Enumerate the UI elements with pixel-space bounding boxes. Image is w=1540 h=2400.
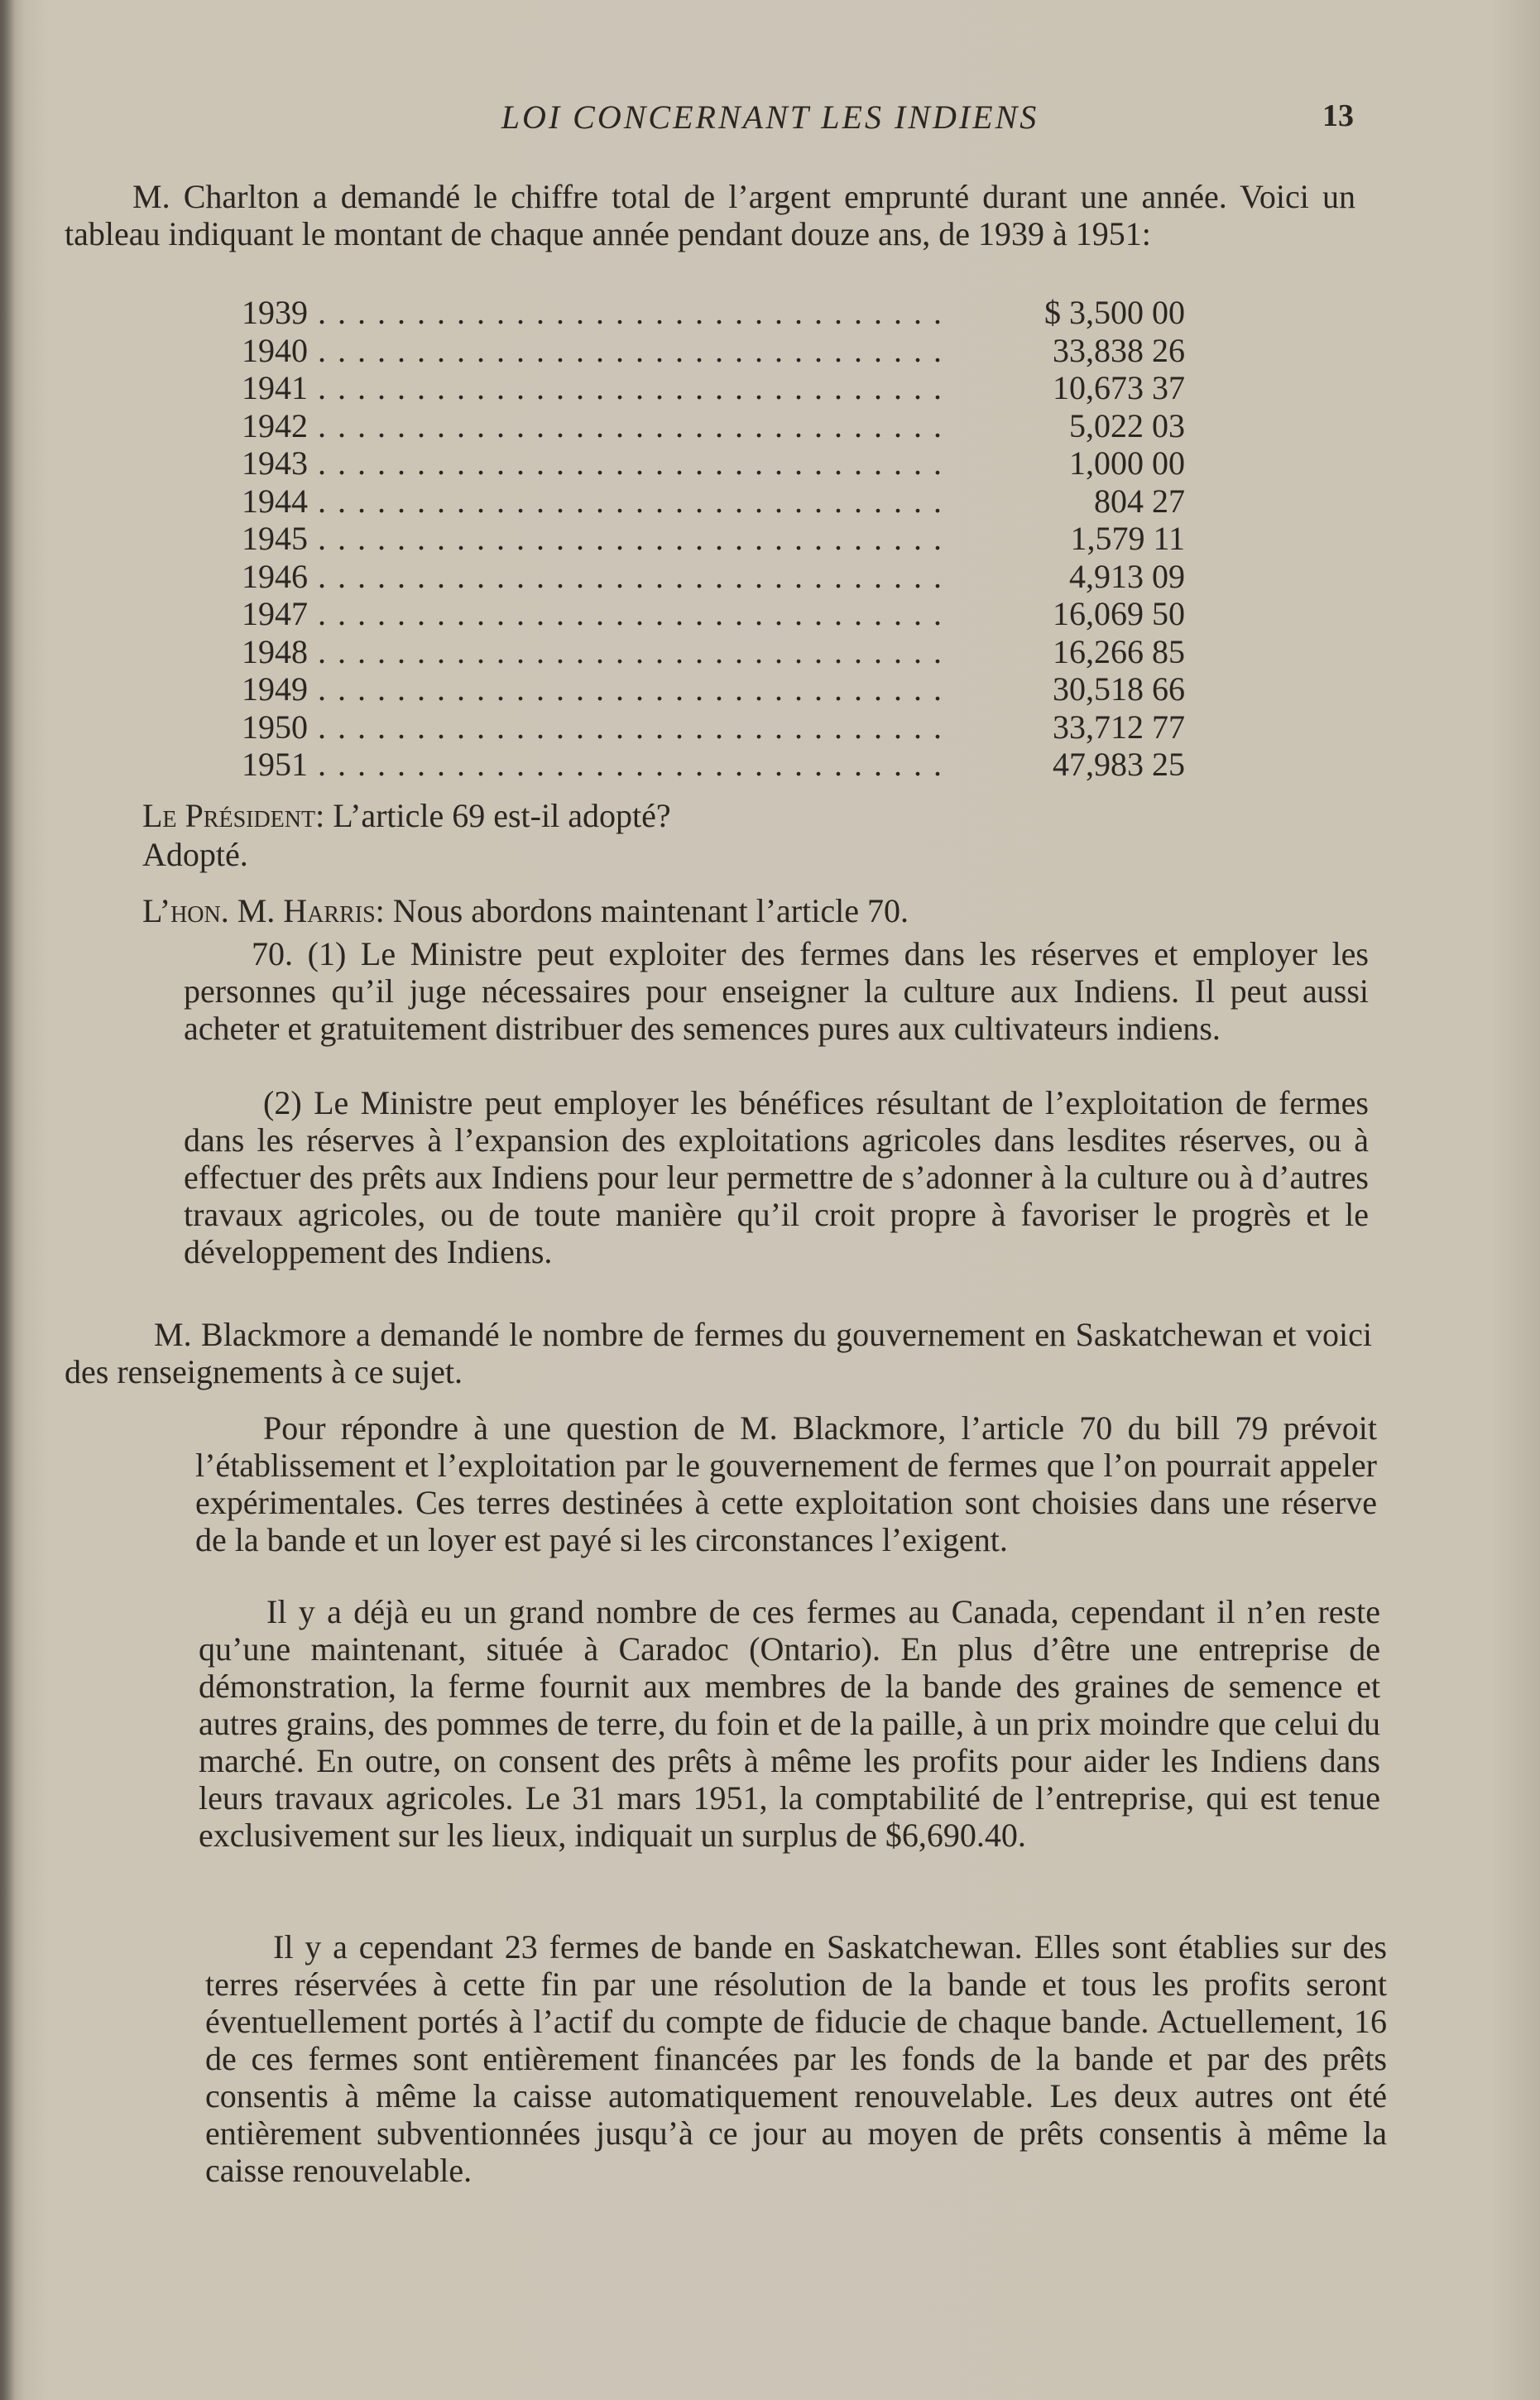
table-amount: 804 27 [1094,482,1185,520]
table-row [242,558,1185,596]
table-row [242,332,1185,370]
table-year: 1947 . . . [242,595,947,633]
speaker-name: L’hon. M. Harris: [142,892,385,929]
table-year: 1946 . . . [242,558,947,596]
table-amount: 16,069 50 [1053,595,1185,632]
blackmore-intro-paragraph: M. Blackmore a demandé le nombre de fermes du gouvernement en Saskatchewan et voici des renseignements à ce sujet. [65,1316,1372,1390]
table-year: 1950 . . . [242,708,947,746]
article-70-subsection-1: 70. (1) Le Ministre peut exploiter des fermes dans les réserves et employer les personnes qu’il juge nécessaires pour enseigner la culture aux Indiens. Il peut aussi acheter et gratuitement distribuer des semences pures aux cultivateurs indiens. [184,935,1369,1047]
table-amount: 1,000 00 [1069,444,1185,482]
table-amount: 16,266 85 [1053,632,1185,670]
harris-line [142,892,1359,929]
table-amount: 5,022 03 [1069,406,1185,444]
table-row [242,407,1185,445]
speech-text: Nous abordons maintenant l’article 70. [392,892,909,929]
table-row [242,482,1185,521]
spine-shadow [0,0,15,2400]
table-year: 1951 . . . [242,746,947,784]
table-amount: 30,518 66 [1053,670,1185,708]
table-amount: 4,913 09 [1069,557,1185,595]
table-amount: 1,579 11 [1070,520,1185,557]
page-number: 13 [1322,98,1354,133]
intro-paragraph: M. Charlton a demandé le chiffre total de l’argent emprunté durant une année. Voici un tableau indiquant le montant de chaque année pendant douze ans, de 1939 à 1951: [65,178,1355,252]
table-row [242,633,1185,671]
table-row [242,708,1185,746]
table-amount: 33,838 26 [1053,331,1185,369]
table-row [242,369,1185,407]
running-header: LOI CONCERNANT LES INDIENS [501,98,1039,136]
adopted-line: Adopté. [142,836,248,873]
reply-paragraph-2: Il y a déjà eu un grand nombre de ces fermes au Canada, cependant il n’en reste qu’une maintenant, située à Caradoc (Ontario). En plus d’être une entreprise de démonstration, la ferme fournit aux membres de la bande des graines de semence et autres grains, des pommes de terre, du foin et de la paille, à un prix moindre que celui du marché. En outre, on consent des prêts à même les profits pour aider les Indiens dans leurs travaux agricoles. Le 31 mars 1951, la comptabilité de l’entreprise, qui est tenue exclusivement sur les lieux, indiquait un surplus de $6,690.40. [199,1593,1380,1854]
table-amount: $ 3,500 00 [1044,294,1185,331]
table-year: 1944 . . . [242,482,947,521]
table-row [242,520,1185,558]
table-year: 1940 . . . [242,332,947,370]
reply-paragraph-1: Pour répondre à une question de M. Blackmore, l’article 70 du bill 79 prévoit l’établissement et l’exploitation par le gouvernement de fermes que l’on pourrait appeler expérimentales. Ces terres destinées à cette exploitation sont choisies dans une réserve de la bande et un loyer est payé si les circonstances l’exigent. [195,1409,1377,1558]
table-year: 1943 . . . [242,444,947,482]
loan-table [242,294,1185,784]
table-year: 1948 . . . [242,633,947,671]
table-row [242,444,1185,482]
table-year: 1942 . . . [242,407,947,445]
table-amount: 33,712 77 [1053,708,1185,746]
table-row [242,670,1185,708]
article-70-subsection-2: (2) Le Ministre peut employer les bénéfices résultant de l’exploitation de fermes dans les réserves à l’expansion des exploitations agricoles dans lesdites réserves, ou à effectuer des prêts aux Indiens pour leur permettre de s’adonner à la culture ou à d’autres travaux agricoles, ou de toute manière qu’il croit propre à favoriser le progrès et le développement des Indiens. [184,1084,1369,1270]
table-row [242,294,1185,332]
table-year: 1949 . . . [242,670,947,708]
president-line [142,797,1359,834]
table-year: 1939 . . . [242,294,947,332]
table-row [242,595,1185,633]
reply-paragraph-3: Il y a cependant 23 fermes de bande en Saskatchewan. Elles sont établies sur des terres réservées à cette fin par une résolution de la bande et tous les profits seront éventuellement portés à l’actif du compte de fiducie de chaque bande. Actuellement, 16 de ces fermes sont entièrement financées par les fonds de la bande et par des prêts consentis à même la caisse automatiquement renouvelable. Les deux autres ont été entièrement subventionnées jusqu’à ce jour au moyen de prêts consentis à même la caisse renouvelable. [205,1928,1387,2189]
table-year: 1941 . . . [242,369,947,407]
table-amount: 10,673 37 [1053,369,1185,406]
table-year: 1945 . . . [242,520,947,558]
speech-text: L’article 69 est-il adopté? [333,797,671,834]
speaker-name: Le Président: [142,797,325,834]
table-row [242,746,1185,784]
table-amount: 47,983 25 [1053,746,1185,783]
